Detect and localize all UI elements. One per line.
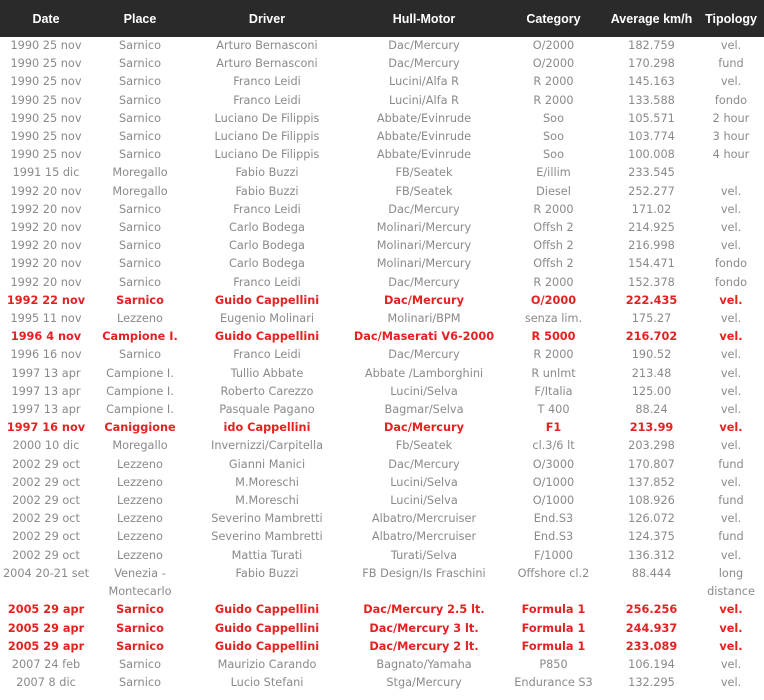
cell-place: Sarnico bbox=[119, 257, 161, 271]
cell-place: Venezia - Montecarlo bbox=[108, 566, 172, 599]
cell-hull-motor: Molinari/Mercury bbox=[376, 239, 472, 253]
table-row bbox=[0, 237, 764, 255]
table-row bbox=[0, 456, 764, 474]
cell-category: cl.3/6 lt bbox=[532, 439, 575, 453]
cell-date: 1990 25 nov bbox=[10, 148, 82, 162]
header-driver: Driver bbox=[248, 11, 286, 26]
table-row bbox=[0, 510, 764, 528]
cell-tipology: fund bbox=[718, 494, 744, 508]
cell-place: Caniggione bbox=[104, 421, 176, 435]
cell-tipology: 2 hour bbox=[712, 111, 750, 125]
cell-category: R 5000 bbox=[531, 330, 576, 344]
cell-tipology: vel. bbox=[720, 312, 742, 326]
cell-place: Sarnico bbox=[119, 57, 161, 71]
cell-tipology: vel. bbox=[720, 657, 742, 671]
cell-hull-motor: Albatro/Mercruiser bbox=[371, 530, 477, 544]
cell-place: Sarnico bbox=[119, 221, 161, 235]
header-hull-motor: Hull-Motor bbox=[392, 11, 456, 26]
cell-hull-motor: Turati/Selva bbox=[390, 548, 458, 562]
table-row bbox=[0, 601, 764, 619]
cell-average-speed: 216.702 bbox=[625, 330, 678, 344]
cell-driver: Franco Leidi bbox=[233, 275, 301, 289]
cell-hull-motor: Dac/Mercury bbox=[384, 293, 464, 307]
cell-tipology: 3 hour bbox=[712, 130, 750, 144]
cell-tipology: vel. bbox=[720, 403, 742, 417]
cell-hull-motor: Molinari/Mercury bbox=[376, 257, 472, 271]
header-date: Date bbox=[32, 11, 60, 26]
header-row bbox=[0, 0, 764, 37]
cell-driver: Guido Cappellini bbox=[214, 639, 320, 653]
cell-hull-motor: Dac/Maserati V6-2000 bbox=[353, 330, 495, 344]
cell-date: 2002 29 oct bbox=[12, 512, 80, 526]
cell-date: 1992 22 nov bbox=[6, 293, 86, 307]
table-row bbox=[0, 547, 764, 565]
cell-category: Diesel bbox=[536, 184, 571, 198]
cell-category: Offsh 2 bbox=[533, 239, 574, 253]
cell-hull-motor: FB/Seatek bbox=[395, 166, 453, 180]
cell-driver: Luciano De Filippis bbox=[214, 130, 320, 144]
cell-category: Soo bbox=[543, 130, 564, 144]
cell-average-speed: 170.298 bbox=[628, 57, 675, 71]
cell-driver: Eugenio Molinari bbox=[219, 312, 315, 326]
cell-place: Sarnico bbox=[116, 621, 164, 635]
cell-tipology: vel. bbox=[719, 621, 743, 635]
cell-driver: Luciano De Filippis bbox=[214, 148, 320, 162]
cell-tipology: vel. bbox=[720, 184, 742, 198]
cell-category: F1 bbox=[545, 421, 562, 435]
cell-date: 2005 29 apr bbox=[7, 621, 85, 635]
cell-driver: Fabio Buzzi bbox=[235, 184, 299, 198]
cell-place: Sarnico bbox=[119, 93, 161, 107]
cell-average-speed: 190.52 bbox=[631, 348, 672, 362]
cell-place: Sarnico bbox=[119, 348, 161, 362]
cell-average-speed: 203.298 bbox=[628, 439, 675, 453]
cell-tipology: fund bbox=[718, 57, 744, 71]
cell-tipology: fondo bbox=[714, 275, 748, 289]
cell-average-speed: 133.588 bbox=[628, 93, 675, 107]
table-row bbox=[0, 201, 764, 219]
cell-hull-motor: Dac/Mercury bbox=[388, 39, 460, 52]
cell-place: Campione I. bbox=[106, 384, 174, 398]
cell-date: 2002 29 oct bbox=[12, 457, 80, 471]
cell-category: Formula 1 bbox=[521, 603, 586, 617]
cell-category: T 400 bbox=[537, 403, 570, 417]
cell-category: O/1000 bbox=[532, 494, 575, 508]
table-row bbox=[0, 437, 764, 455]
cell-hull-motor: Dac/Mercury bbox=[388, 57, 460, 71]
cell-hull-motor: Stga/Mercury bbox=[386, 676, 462, 690]
cell-category: End.S3 bbox=[533, 512, 574, 526]
cell-category: Formula 1 bbox=[521, 639, 586, 653]
cell-hull-motor: Fb/Seatek bbox=[395, 439, 453, 453]
cell-average-speed: 103.774 bbox=[628, 130, 675, 144]
cell-place: Moregallo bbox=[112, 184, 168, 198]
cell-average-speed: 213.99 bbox=[629, 421, 674, 435]
cell-average-speed: 175.27 bbox=[631, 312, 672, 326]
cell-hull-motor: Dac/Mercury bbox=[388, 457, 460, 471]
table-row bbox=[0, 310, 764, 328]
cell-driver: Roberto Carezzo bbox=[220, 384, 314, 398]
cell-driver: Pasquale Pagano bbox=[219, 403, 315, 417]
cell-driver: Franco Leidi bbox=[233, 75, 301, 89]
cell-average-speed: 154.471 bbox=[628, 257, 675, 271]
cell-place: Sarnico bbox=[119, 275, 161, 289]
cell-place: Sarnico bbox=[119, 676, 161, 690]
cell-place: Moregallo bbox=[112, 439, 168, 453]
cell-hull-motor: Bagnato/Yamaha bbox=[376, 657, 472, 671]
table-row bbox=[0, 255, 764, 273]
cell-category: Formula 1 bbox=[521, 621, 586, 635]
table-row bbox=[0, 656, 764, 674]
table-row bbox=[0, 346, 764, 364]
cell-category: O/1000 bbox=[532, 475, 575, 489]
cell-place: Campione I. bbox=[106, 403, 174, 417]
cell-hull-motor: Lucini/Alfa R bbox=[389, 93, 459, 107]
cell-average-speed: 233.545 bbox=[628, 166, 675, 180]
cell-tipology: long distance bbox=[707, 566, 755, 599]
cell-date: 1997 16 nov bbox=[6, 421, 86, 435]
table-row bbox=[0, 328, 764, 346]
cell-tipology: vel. bbox=[720, 475, 742, 489]
table-row bbox=[0, 383, 764, 401]
cell-hull-motor: FB/Seatek bbox=[395, 184, 453, 198]
cell-average-speed: 145.163 bbox=[628, 75, 675, 89]
cell-place: Lezzeno bbox=[117, 312, 163, 326]
cell-category: Offsh 2 bbox=[533, 221, 574, 235]
cell-date: 2007 24 feb bbox=[11, 657, 81, 671]
cell-date: 2004 20-21 set bbox=[2, 566, 90, 580]
cell-average-speed: 124.375 bbox=[628, 530, 675, 544]
cell-average-speed: 244.937 bbox=[625, 621, 678, 635]
cell-date: 1990 25 nov bbox=[10, 39, 82, 52]
cell-hull-motor: Abbate/Evinrude bbox=[376, 148, 472, 162]
cell-average-speed: 125.00 bbox=[631, 384, 672, 398]
cell-date: 2005 29 apr bbox=[7, 639, 85, 653]
table-row bbox=[0, 219, 764, 237]
cell-tipology: vel. bbox=[720, 39, 742, 52]
cell-date: 2002 29 oct bbox=[12, 548, 80, 562]
cell-date: 1997 13 apr bbox=[11, 384, 81, 398]
cell-date: 2002 29 oct bbox=[12, 494, 80, 508]
cell-date: 1992 20 nov bbox=[10, 184, 82, 198]
cell-driver: Guido Cappellini bbox=[214, 603, 320, 617]
cell-driver: Severino Mambretti bbox=[211, 530, 323, 544]
cell-tipology: vel. bbox=[720, 221, 742, 235]
cell-category: O/2000 bbox=[530, 293, 577, 307]
cell-category: R 2000 bbox=[533, 348, 574, 362]
cell-tipology: fund bbox=[718, 530, 744, 544]
cell-hull-motor: Molinari/BPM bbox=[387, 312, 461, 326]
cell-average-speed: 213.48 bbox=[631, 366, 672, 380]
table-row bbox=[0, 474, 764, 492]
cell-tipology: vel. bbox=[720, 348, 742, 362]
table-row bbox=[0, 73, 764, 91]
cell-average-speed: 132.295 bbox=[628, 676, 675, 690]
cell-date: 2000 10 dic bbox=[12, 439, 80, 453]
cell-date: 1990 25 nov bbox=[10, 57, 82, 71]
cell-hull-motor: Abbate/Evinrude bbox=[376, 130, 472, 144]
cell-driver: Fabio Buzzi bbox=[235, 566, 299, 580]
cell-hull-motor: Albatro/Mercruiser bbox=[371, 512, 477, 526]
cell-place: Sarnico bbox=[116, 603, 164, 617]
cell-driver: Carlo Bodega bbox=[229, 257, 305, 271]
table-row bbox=[0, 492, 764, 510]
cell-date: 1997 13 apr bbox=[11, 403, 81, 417]
table-row bbox=[0, 365, 764, 383]
cell-driver: Franco Leidi bbox=[233, 93, 301, 107]
cell-place: Sarnico bbox=[119, 75, 161, 89]
cell-tipology: vel. bbox=[720, 202, 742, 216]
cell-place: Sarnico bbox=[119, 202, 161, 216]
cell-category: R 2000 bbox=[533, 75, 574, 89]
table-row bbox=[0, 37, 764, 55]
table-row bbox=[0, 110, 764, 128]
cell-tipology: vel. bbox=[720, 439, 742, 453]
cell-hull-motor: Lucini/Selva bbox=[390, 384, 458, 398]
cell-driver: Arturo Bernasconi bbox=[216, 39, 318, 52]
cell-tipology: vel. bbox=[720, 548, 742, 562]
cell-date: 1990 25 nov bbox=[10, 130, 82, 144]
cell-category: R unlmt bbox=[531, 366, 576, 380]
cell-driver: Guido Cappellini bbox=[214, 330, 320, 344]
cell-driver: ido Cappellini bbox=[223, 421, 311, 435]
table-row bbox=[0, 92, 764, 110]
cell-driver: Carlo Bodega bbox=[229, 221, 305, 235]
cell-date: 1992 20 nov bbox=[10, 221, 82, 235]
cell-average-speed: 88.24 bbox=[635, 403, 668, 417]
cell-place: Sarnico bbox=[119, 239, 161, 253]
cell-hull-motor: Dac/Mercury bbox=[388, 348, 460, 362]
cell-category: O/2000 bbox=[532, 57, 575, 71]
cell-place: Lezzeno bbox=[117, 512, 163, 526]
table-row bbox=[0, 146, 764, 164]
header-tipology: Tipology bbox=[705, 11, 757, 26]
cell-date: 1992 20 nov bbox=[10, 202, 82, 216]
cell-hull-motor: Molinari/Mercury bbox=[376, 221, 472, 235]
cell-tipology: 4 hour bbox=[712, 148, 750, 162]
cell-place: Lezzeno bbox=[117, 530, 163, 544]
cell-category: O/2000 bbox=[532, 39, 575, 52]
cell-driver: M.Moreschi bbox=[235, 494, 299, 508]
cell-date: 1996 16 nov bbox=[10, 348, 82, 362]
cell-category: Offsh 2 bbox=[533, 257, 574, 271]
cell-category: E/illim bbox=[536, 166, 571, 180]
cell-date: 1990 25 nov bbox=[10, 111, 82, 125]
cell-hull-motor: Abbate/Evinrude bbox=[376, 111, 472, 125]
cell-driver: Guido Cappellini bbox=[214, 621, 320, 635]
cell-average-speed: 126.072 bbox=[628, 512, 675, 526]
cell-hull-motor: Dac/Mercury 3 lt. bbox=[369, 621, 479, 635]
cell-place: Campione I. bbox=[106, 366, 174, 380]
cell-average-speed: 256.256 bbox=[625, 603, 678, 617]
cell-category: O/3000 bbox=[532, 457, 575, 471]
cell-place: Lezzeno bbox=[117, 475, 163, 489]
cell-place: Lezzeno bbox=[117, 548, 163, 562]
cell-category: senza lim. bbox=[524, 312, 583, 326]
cell-driver: Fabio Buzzi bbox=[235, 166, 299, 180]
cell-date: 2002 29 oct bbox=[12, 475, 80, 489]
cell-tipology: vel. bbox=[719, 639, 743, 653]
cell-category: R 2000 bbox=[533, 275, 574, 289]
cell-average-speed: 216.998 bbox=[628, 239, 675, 253]
table-row bbox=[0, 274, 764, 292]
table-row bbox=[0, 128, 764, 146]
cell-place: Moregallo bbox=[112, 166, 168, 180]
table-row bbox=[0, 292, 764, 310]
table-row bbox=[0, 528, 764, 546]
cell-date: 1997 13 apr bbox=[11, 366, 81, 380]
cell-average-speed: 152.378 bbox=[628, 275, 675, 289]
cell-hull-motor: Dac/Mercury 2.5 lt. bbox=[363, 603, 485, 617]
cell-category: Soo bbox=[543, 148, 564, 162]
cell-date: 1991 15 dic bbox=[12, 166, 80, 180]
table-row bbox=[0, 401, 764, 419]
cell-place: Sarnico bbox=[116, 293, 164, 307]
cell-tipology: vel. bbox=[719, 603, 743, 617]
cell-place: Campione I. bbox=[102, 330, 178, 344]
cell-driver: Mattia Turati bbox=[231, 548, 303, 562]
table-row bbox=[0, 183, 764, 201]
cell-hull-motor: Lucini/Alfa R bbox=[389, 75, 459, 89]
table-row bbox=[0, 565, 764, 601]
cell-hull-motor: Lucini/Selva bbox=[390, 494, 458, 508]
cell-driver: Lucio Stefani bbox=[230, 676, 304, 690]
cell-category: F/1000 bbox=[533, 548, 574, 562]
table-row bbox=[0, 674, 764, 692]
cell-category: Endurance S3 bbox=[514, 676, 593, 690]
cell-average-speed: 105.571 bbox=[628, 111, 675, 125]
cell-tipology: vel. bbox=[720, 75, 742, 89]
cell-tipology: vel. bbox=[719, 330, 743, 344]
cell-driver: Luciano De Filippis bbox=[214, 111, 320, 125]
cell-date: 1990 25 nov bbox=[10, 93, 82, 107]
table-row bbox=[0, 419, 764, 437]
cell-average-speed: 108.926 bbox=[628, 494, 675, 508]
cell-place: Sarnico bbox=[119, 111, 161, 125]
table-header bbox=[0, 0, 764, 37]
header-place: Place bbox=[123, 11, 157, 26]
cell-average-speed: 106.194 bbox=[628, 657, 675, 671]
cell-hull-motor: Dac/Mercury bbox=[384, 421, 464, 435]
cell-place: Sarnico bbox=[119, 148, 161, 162]
cell-driver: Carlo Bodega bbox=[229, 239, 305, 253]
cell-date: 1992 20 nov bbox=[10, 257, 82, 271]
cell-date: 2002 29 oct bbox=[12, 530, 80, 544]
cell-tipology: vel. bbox=[719, 293, 743, 307]
cell-tipology: vel. bbox=[720, 384, 742, 398]
table-body bbox=[0, 37, 764, 692]
cell-average-speed: 137.852 bbox=[628, 475, 675, 489]
cell-average-speed: 222.435 bbox=[625, 293, 678, 307]
cell-category: Offshore cl.2 bbox=[517, 566, 590, 580]
cell-tipology: fondo bbox=[714, 257, 748, 271]
cell-hull-motor: FB Design/Is Fraschini bbox=[362, 566, 486, 580]
cell-category: P850 bbox=[539, 657, 568, 671]
cell-tipology: vel. bbox=[720, 239, 742, 253]
table-row bbox=[0, 164, 764, 182]
cell-category: F/Italia bbox=[534, 384, 573, 398]
cell-place: Lezzeno bbox=[117, 494, 163, 508]
cell-driver: Tullio Abbate bbox=[230, 366, 304, 380]
table-row bbox=[0, 620, 764, 638]
cell-date: 2007 8 dic bbox=[16, 676, 76, 690]
cell-tipology: vel. bbox=[720, 366, 742, 380]
cell-driver: Severino Mambretti bbox=[211, 512, 323, 526]
cell-average-speed: 136.312 bbox=[628, 548, 675, 562]
cell-hull-motor: Lucini/Selva bbox=[390, 475, 458, 489]
cell-driver: Guido Cappellini bbox=[214, 293, 320, 307]
cell-average-speed: 171.02 bbox=[631, 202, 672, 216]
cell-category: R 2000 bbox=[533, 202, 574, 216]
cell-category: Soo bbox=[543, 111, 564, 125]
cell-driver: Franco Leidi bbox=[233, 348, 301, 362]
header-average-speed: Average km/h bbox=[610, 11, 693, 26]
cell-date: 1992 20 nov bbox=[10, 275, 82, 289]
cell-tipology: vel. bbox=[720, 676, 742, 690]
cell-hull-motor: Dac/Mercury bbox=[388, 275, 460, 289]
cell-average-speed: 182.759 bbox=[628, 39, 675, 52]
cell-place: Lezzeno bbox=[117, 457, 163, 471]
cell-date: 1990 25 nov bbox=[10, 75, 82, 89]
cell-place: Sarnico bbox=[119, 657, 161, 671]
table-row bbox=[0, 55, 764, 73]
cell-tipology bbox=[698, 164, 764, 182]
cell-date: 1996 4 nov bbox=[10, 330, 82, 344]
cell-category: End.S3 bbox=[533, 530, 574, 544]
cell-tipology: fondo bbox=[714, 93, 748, 107]
cell-driver: Maurizio Carando bbox=[217, 657, 317, 671]
cell-driver: M.Moreschi bbox=[235, 475, 299, 489]
cell-date: 1995 11 nov bbox=[10, 312, 82, 326]
table-row bbox=[0, 638, 764, 656]
cell-hull-motor: Dac/Mercury 2 lt. bbox=[369, 639, 479, 653]
cell-average-speed: 88.444 bbox=[631, 566, 672, 580]
cell-hull-motor: Abbate /Lamborghini bbox=[364, 366, 484, 380]
cell-tipology: vel. bbox=[720, 512, 742, 526]
cell-driver: Arturo Bernasconi bbox=[216, 57, 318, 71]
cell-average-speed: 252.277 bbox=[628, 184, 675, 198]
cell-place: Sarnico bbox=[119, 130, 161, 144]
cell-date: 2005 29 apr bbox=[7, 603, 85, 617]
cell-tipology: fund bbox=[718, 457, 744, 471]
cell-place: Sarnico bbox=[116, 639, 164, 653]
cell-average-speed: 214.925 bbox=[628, 221, 675, 235]
cell-average-speed: 170.807 bbox=[628, 457, 675, 471]
cell-average-speed: 100.008 bbox=[628, 148, 675, 162]
cell-driver: Franco Leidi bbox=[233, 202, 301, 216]
cell-place: Sarnico bbox=[119, 39, 161, 52]
cell-driver: Invernizzi/Carpitella bbox=[210, 439, 324, 453]
header-category: Category bbox=[526, 11, 581, 26]
cell-tipology: vel. bbox=[719, 421, 743, 435]
cell-hull-motor: Dac/Mercury bbox=[388, 202, 460, 216]
cell-category: R 2000 bbox=[533, 93, 574, 107]
cell-average-speed: 233.089 bbox=[625, 639, 678, 653]
cell-driver: Gianni Manici bbox=[228, 457, 306, 471]
cell-hull-motor: Bagmar/Selva bbox=[384, 403, 464, 417]
cell-date: 1992 20 nov bbox=[10, 239, 82, 253]
